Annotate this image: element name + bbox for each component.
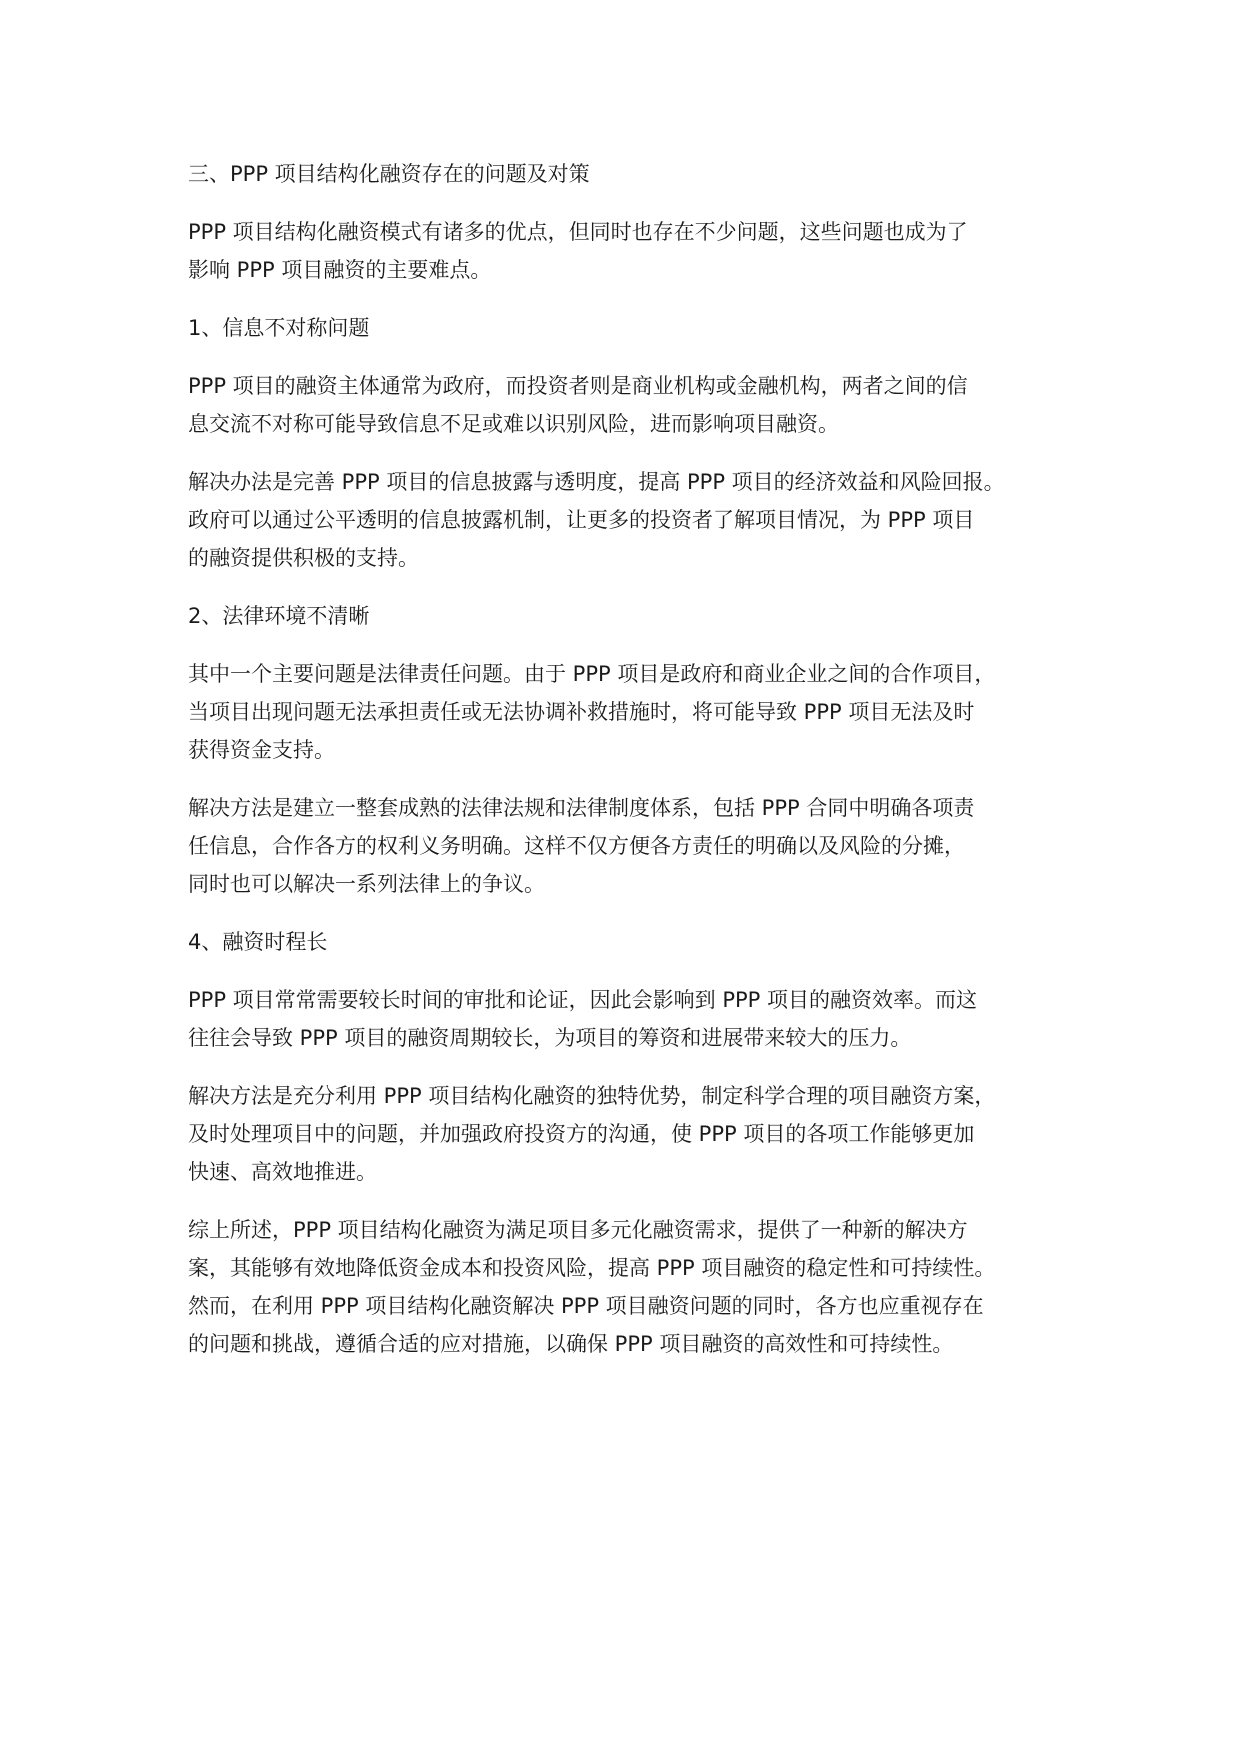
- text-line: 政府可以通过公平透明的信息披露机制，让更多的投资者了解项目情况，为 PPP 项目: [188, 508, 975, 532]
- conclusion-paragraph: [188, 1211, 1088, 1363]
- item2-solution-paragraph: [188, 789, 1088, 903]
- text-line: 解决办法是完善 PPP 项目的信息披露与透明度，提高 PPP 项目的经济效益和风险回报。: [188, 470, 1005, 494]
- intro-paragraph: [188, 213, 1088, 289]
- text-line: 解决方法是充分利用 PPP 项目结构化融资的独特优势，制定科学合理的项目融资方案，: [188, 1084, 996, 1108]
- text-line: 同时也可以解决一系列法律上的争议。: [188, 872, 545, 896]
- text-line: 然而，在利用 PPP 项目结构化融资解决 PPP 项目融资问题的同时，各方也应重视存在: [188, 1294, 984, 1318]
- text-line: 的融资提供积极的支持。: [188, 546, 419, 570]
- text-line: 解决方法是建立一整套成熟的法律法规和法律制度体系，包括 PPP 合同中明确各项责: [188, 796, 975, 820]
- text-line: 案，其能够有效地降低资金成本和投资风险，提高 PPP 项目融资的稳定性和可持续性。: [188, 1256, 996, 1280]
- text-line: PPP 项目结构化融资模式有诸多的优点，但同时也存在不少问题，这些问题也成为了: [188, 220, 968, 244]
- text-line: 当项目出现问题无法承担责任或无法协调补救措施时，将可能导致 PPP 项目无法及时: [188, 700, 975, 724]
- text-line: 其中一个主要问题是法律责任问题。由于 PPP 项目是政府和商业企业之间的合作项目，: [188, 662, 996, 686]
- item1-solution-paragraph: [188, 463, 1088, 577]
- text-line: 的问题和挑战，遵循合适的应对措施，以确保 PPP 项目融资的高效性和可持续性。: [188, 1332, 954, 1356]
- document-page: [188, 155, 1088, 1383]
- text-line: 息交流不对称可能导致信息不足或难以识别风险，进而影响项目融资。: [188, 412, 839, 436]
- item2-problem-paragraph: [188, 655, 1088, 769]
- text-line: 快速、高效地推进。: [188, 1160, 377, 1184]
- item2-heading: 2、法律环境不清晰: [188, 604, 370, 628]
- text-line: 获得资金支持。: [188, 738, 335, 762]
- text-line: 影响 PPP 项目融资的主要难点。: [188, 258, 492, 282]
- text-line: 往往会导致 PPP 项目的融资周期较长，为项目的筹资和进展带来较大的压力。: [188, 1026, 912, 1050]
- text-line: 综上所述，PPP 项目结构化融资为满足项目多元化融资需求，提供了一种新的解决方: [188, 1218, 968, 1242]
- item1-problem-paragraph: [188, 367, 1088, 443]
- text-line: PPP 项目常常需要较长时间的审批和论证，因此会影响到 PPP 项目的融资效率。而这: [188, 988, 978, 1012]
- text-line: 及时处理项目中的问题，并加强政府投资方的沟通，使 PPP 项目的各项工作能够更加: [188, 1122, 975, 1146]
- section-title: 三、PPP 项目结构化融资存在的问题及对策: [188, 162, 590, 186]
- item4-solution-paragraph: [188, 1077, 1088, 1191]
- text-line: 任信息，合作各方的权利义务明确。这样不仅方便各方责任的明确以及风险的分摊，: [188, 834, 965, 858]
- text-line: PPP 项目的融资主体通常为政府，而投资者则是商业机构或金融机构，两者之间的信: [188, 374, 968, 398]
- item4-heading: 4、融资时程长: [188, 930, 328, 954]
- item1-heading: 1、信息不对称问题: [188, 316, 370, 340]
- item4-problem-paragraph: [188, 981, 1088, 1057]
